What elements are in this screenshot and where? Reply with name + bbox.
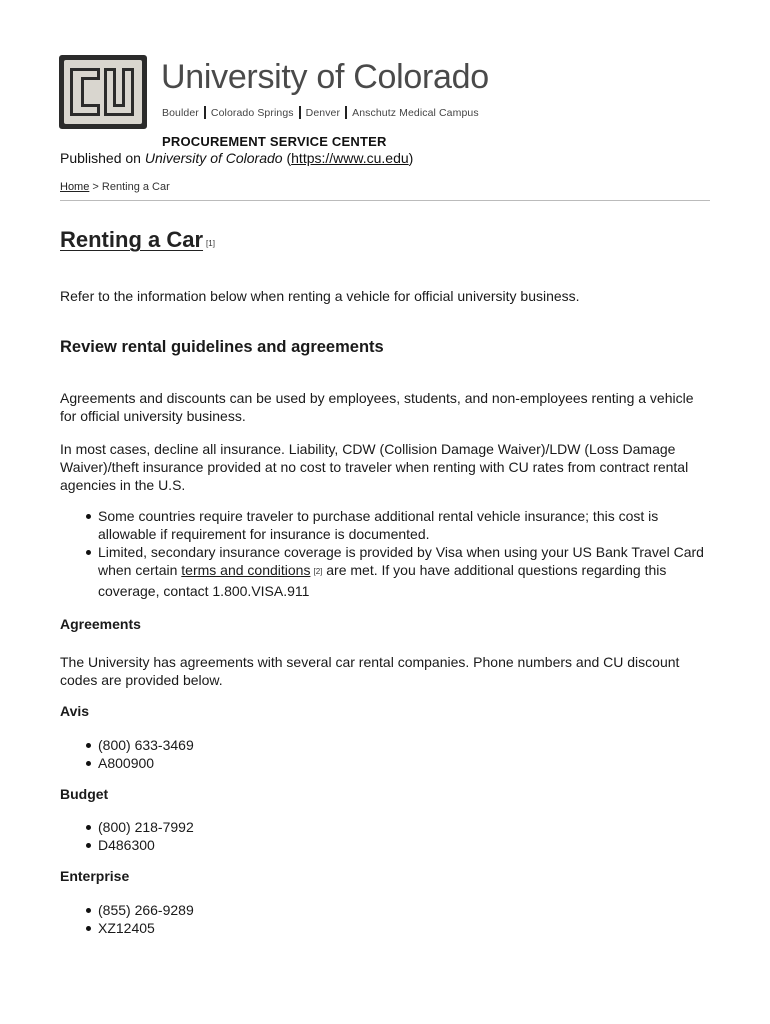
campus-divider xyxy=(204,106,206,119)
published-url-link[interactable]: https://www.cu.edu xyxy=(291,150,409,166)
campus-boulder: Boulder xyxy=(162,107,199,119)
terms-footnote-ref: [2] xyxy=(313,567,323,576)
enterprise-details xyxy=(60,901,710,937)
site-header xyxy=(58,54,538,134)
company-name-avis: Avis xyxy=(60,703,90,719)
campus-list xyxy=(162,106,479,119)
campus-denver: Denver xyxy=(305,107,341,119)
department-name: PROCUREMENT SERVICE CENTER xyxy=(162,134,387,149)
budget-details xyxy=(60,818,710,854)
agreements-intro: The University has agreements with several car rental companies. Phone numbers and CU discount codes are provided below. xyxy=(60,654,680,688)
published-prefix: Published on xyxy=(60,150,141,166)
cu-logo-icon xyxy=(58,54,148,130)
terms-and-conditions-link[interactable]: terms and conditions xyxy=(181,562,311,578)
campus-colorado-springs: Colorado Springs xyxy=(210,107,294,119)
list-item xyxy=(60,754,710,772)
title-footnote-ref: [1] xyxy=(206,239,215,248)
guidelines-paragraph-2: In most cases, decline all insurance. Liability, CDW (Collision Damage Waiver)/LDW (Loss Damage Waiver)/theft insurance provided at no cost to traveler when renting with CU rates from contract rental agencies in the U.S. xyxy=(60,441,689,493)
breadcrumb-current: Renting a Car xyxy=(101,181,170,193)
avis-details xyxy=(60,736,710,772)
page-title xyxy=(60,227,215,253)
avis-phone: (800) 633-3469 xyxy=(98,737,194,753)
guidelines-heading: Review rental guidelines and agreements xyxy=(60,338,384,356)
breadcrumb-separator: > xyxy=(92,181,99,193)
list-item xyxy=(60,736,710,754)
list-item xyxy=(60,507,710,543)
list-item xyxy=(60,836,710,854)
campus-divider xyxy=(345,106,347,119)
breadcrumb xyxy=(60,181,170,193)
breadcrumb-home-link[interactable]: Home xyxy=(60,181,90,193)
list-item xyxy=(60,901,710,919)
company-name-budget: Budget xyxy=(60,786,109,802)
list-item xyxy=(60,818,710,836)
insurance-bullet-2-text: Limited, secondary insurance coverage is provided by Visa when using your US Bank Travel Card when certain xyxy=(98,544,704,578)
insurance-bullet-1: Some countries require traveler to purchase additional rental vehicle insurance; this cost is allowable if requirement for insurance is documented. xyxy=(98,508,659,542)
intro-paragraph: Refer to the information below when renting a vehicle for official university business. xyxy=(60,288,580,304)
budget-code: D486300 xyxy=(98,837,155,853)
budget-phone: (800) 218-7992 xyxy=(98,819,194,835)
guidelines-paragraph-1: Agreements and discounts can be used by employees, students, and non-employees renting a vehicle for official university business. xyxy=(60,390,694,424)
campus-anschutz: Anschutz Medical Campus xyxy=(352,107,479,119)
agreements-heading: Agreements xyxy=(60,616,141,632)
list-item xyxy=(60,543,710,600)
published-site: University of Colorado xyxy=(144,150,283,166)
campus-divider xyxy=(299,106,301,119)
enterprise-code: XZ12405 xyxy=(98,920,155,936)
company-name-enterprise: Enterprise xyxy=(60,868,130,884)
enterprise-phone: (855) 266-9289 xyxy=(98,902,194,918)
university-name: University of Colorado xyxy=(161,58,489,96)
insurance-bullet-2-tail: are met. If you have additional questions regarding this coverage, contact 1.800.VISA.911 xyxy=(98,562,667,599)
avis-code: A800900 xyxy=(98,755,155,771)
page-title-link[interactable]: Renting a Car xyxy=(60,227,204,252)
insurance-list xyxy=(60,507,710,600)
list-item xyxy=(60,919,710,937)
header-divider xyxy=(60,200,710,201)
published-line: Published on University of Colorado (https://www.cu.edu) xyxy=(60,150,414,166)
